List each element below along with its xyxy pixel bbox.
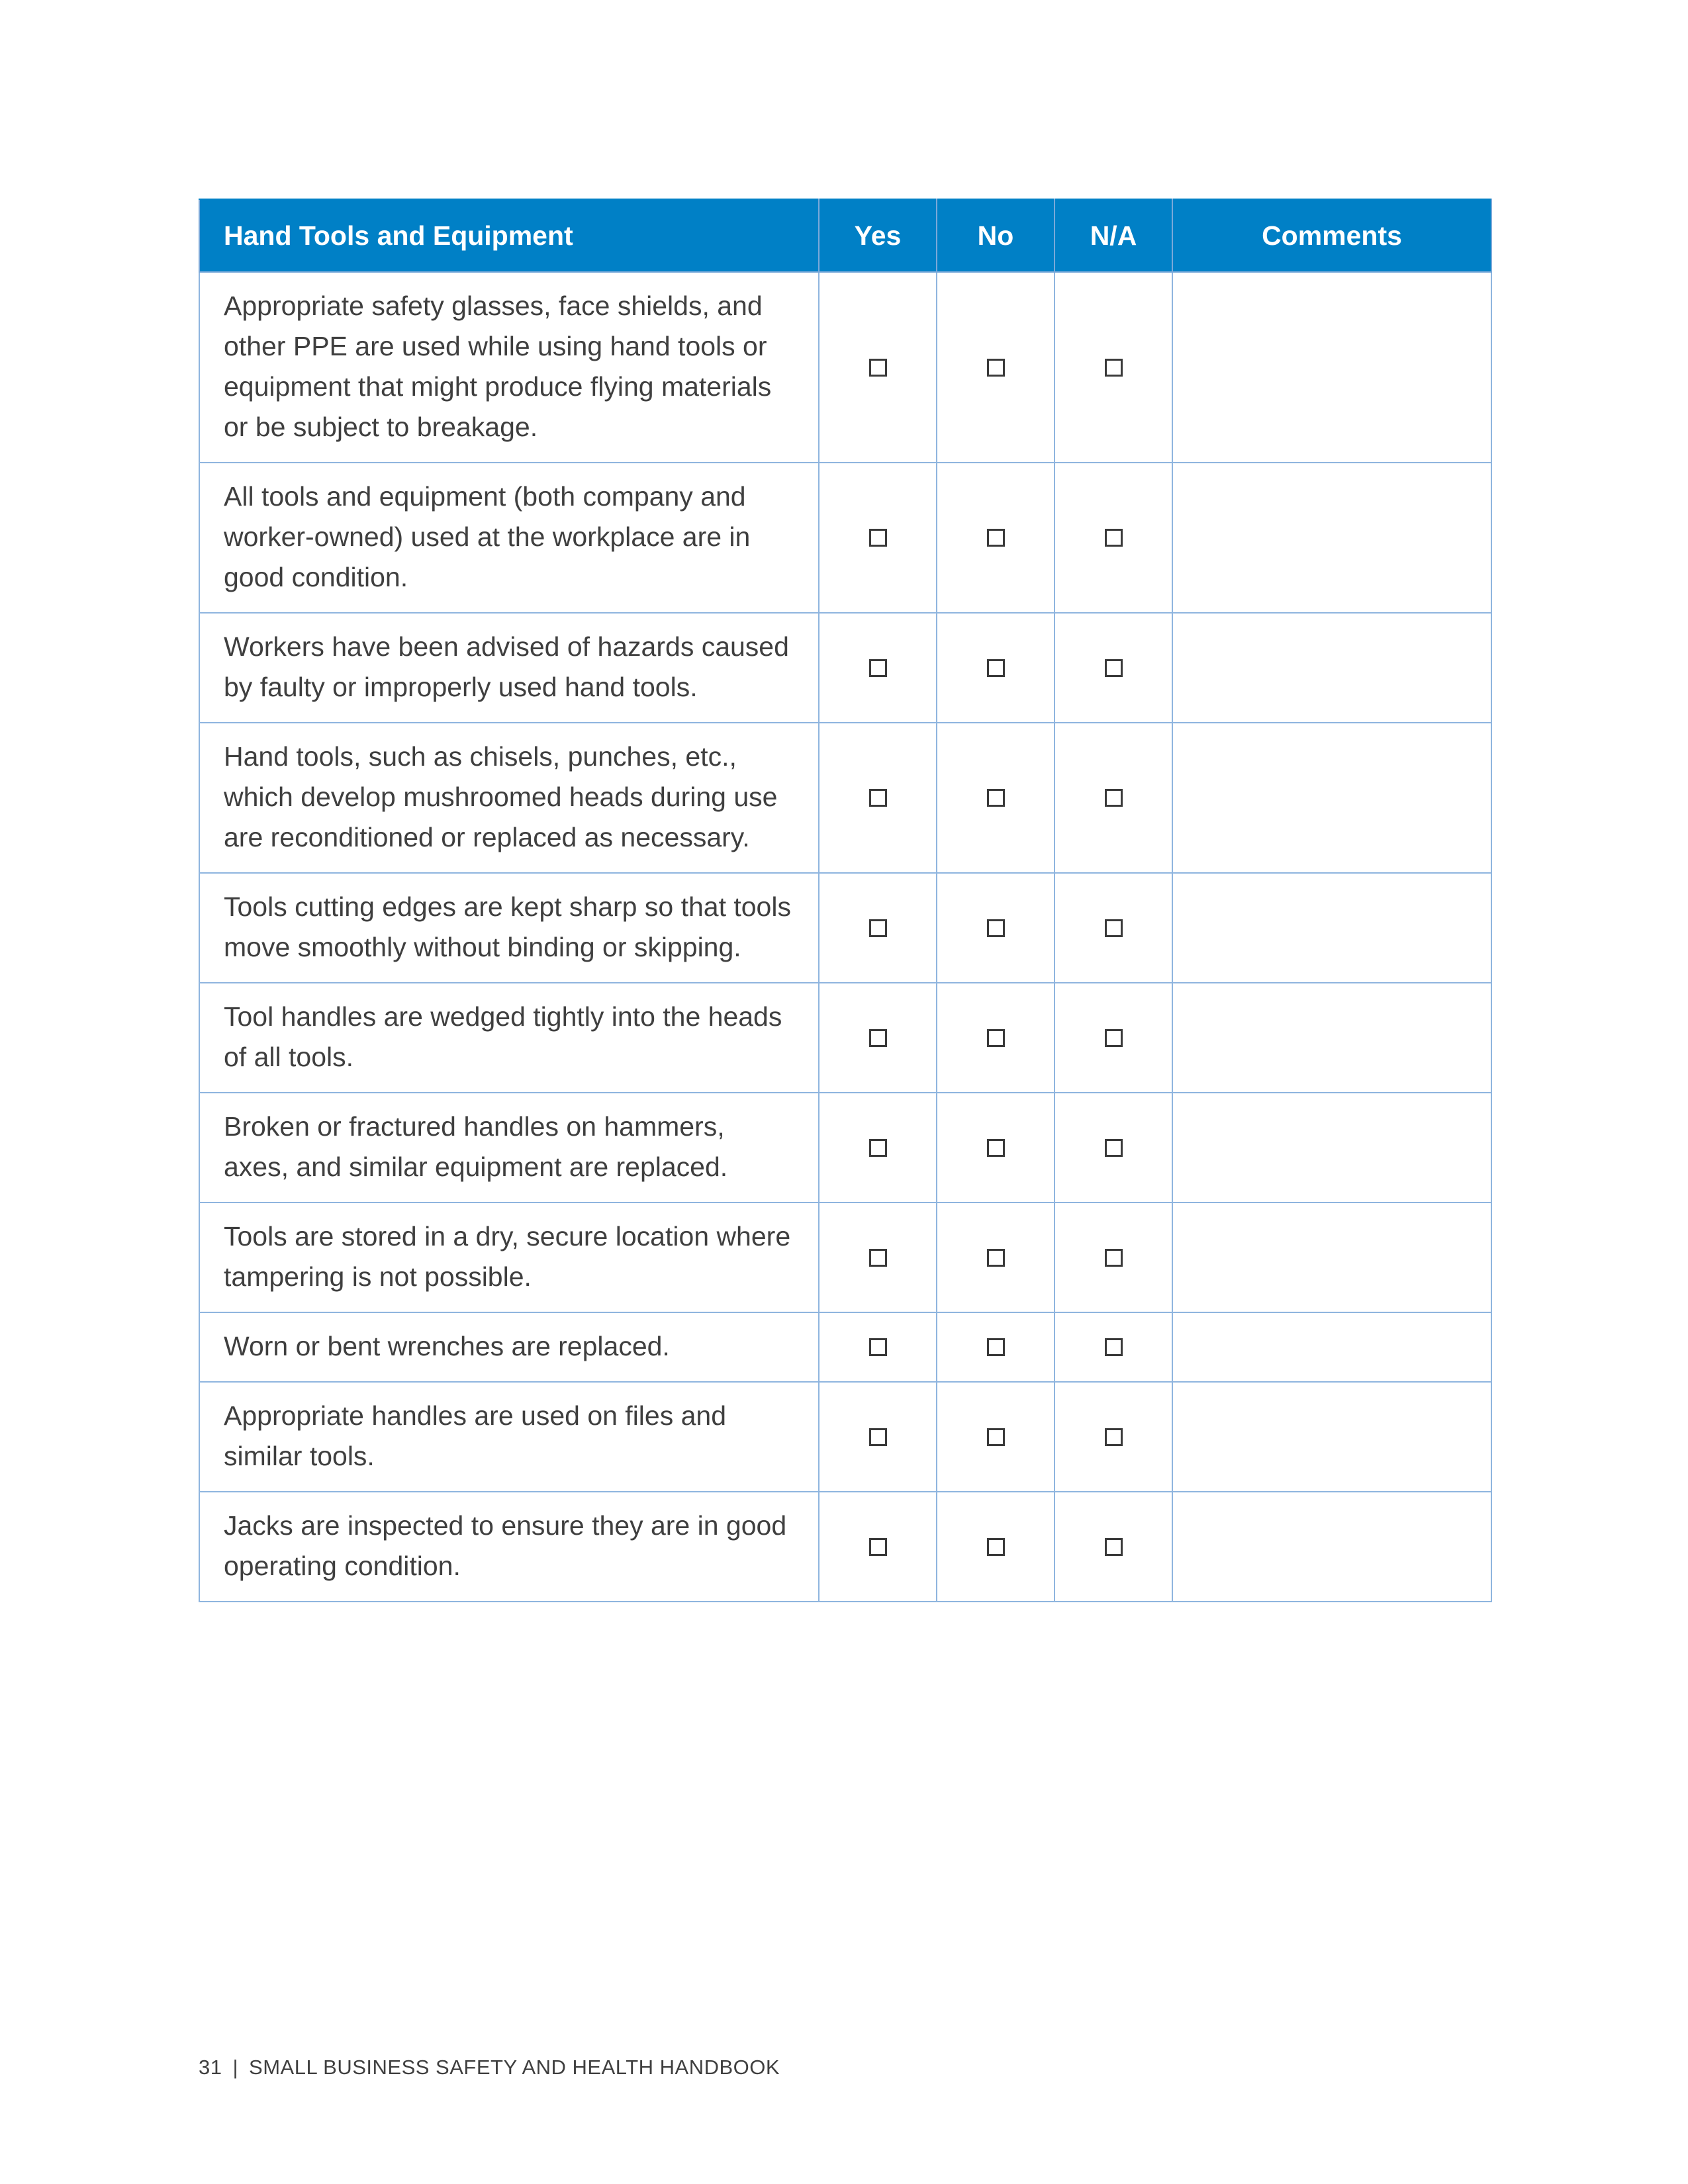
table-row	[199, 723, 1491, 873]
no-checkbox[interactable]	[987, 529, 1005, 547]
row-item-text: Workers have been advised of hazards caused by faulty or improperly used hand tools.	[199, 613, 819, 723]
header-na: N/A	[1055, 199, 1172, 272]
row-item-text: Tools cutting edges are kept sharp so that tools move smoothly without binding or skipping.	[199, 873, 819, 983]
yes-checkbox[interactable]	[869, 1029, 887, 1047]
row-item-text: Tool handles are wedged tightly into the heads of all tools.	[199, 983, 819, 1093]
no-checkbox[interactable]	[987, 919, 1005, 937]
na-checkbox[interactable]	[1105, 1538, 1123, 1556]
yes-checkbox[interactable]	[869, 789, 887, 807]
row-item-text: Broken or fractured handles on hammers, axes, and similar equipment are replaced.	[199, 1093, 819, 1203]
na-checkbox[interactable]	[1105, 1139, 1123, 1157]
table-row	[199, 1093, 1491, 1203]
na-checkbox[interactable]	[1105, 359, 1123, 377]
yes-checkbox[interactable]	[869, 1428, 887, 1446]
na-checkbox[interactable]	[1105, 1338, 1123, 1356]
table-row	[199, 1203, 1491, 1312]
yes-checkbox[interactable]	[869, 1538, 887, 1556]
no-checkbox[interactable]	[987, 1139, 1005, 1157]
table-row	[199, 873, 1491, 983]
no-checkbox[interactable]	[987, 789, 1005, 807]
row-item-text: Tools are stored in a dry, secure location where tampering is not possible.	[199, 1203, 819, 1312]
yes-checkbox[interactable]	[869, 1338, 887, 1356]
na-checkbox[interactable]	[1105, 1249, 1123, 1267]
footer-title: SMALL BUSINESS SAFETY AND HEALTH HANDBOOK	[249, 2056, 780, 2079]
table-row	[199, 1492, 1491, 1602]
row-item-text: Hand tools, such as chisels, punches, etc., which develop mushroomed heads during use are reconditioned or replaced as necessary.	[199, 723, 819, 873]
yes-checkbox[interactable]	[869, 529, 887, 547]
no-checkbox[interactable]	[987, 659, 1005, 677]
yes-checkbox[interactable]	[869, 359, 887, 377]
yes-checkbox[interactable]	[869, 919, 887, 937]
table-row	[199, 1312, 1491, 1382]
na-checkbox[interactable]	[1105, 529, 1123, 547]
na-checkbox[interactable]	[1105, 1029, 1123, 1047]
no-checkbox[interactable]	[987, 1029, 1005, 1047]
comments-cell[interactable]	[1172, 983, 1491, 1093]
comments-cell[interactable]	[1172, 1203, 1491, 1312]
table-row	[199, 983, 1491, 1093]
comments-cell[interactable]	[1172, 1312, 1491, 1382]
comments-cell[interactable]	[1172, 463, 1491, 613]
header-item: Hand Tools and Equipment	[199, 199, 819, 272]
yes-checkbox[interactable]	[869, 659, 887, 677]
header-no: No	[937, 199, 1055, 272]
table-row	[199, 463, 1491, 613]
no-checkbox[interactable]	[987, 359, 1005, 377]
yes-checkbox[interactable]	[869, 1139, 887, 1157]
comments-cell[interactable]	[1172, 1382, 1491, 1492]
na-checkbox[interactable]	[1105, 919, 1123, 937]
comments-cell[interactable]	[1172, 1093, 1491, 1203]
comments-cell[interactable]	[1172, 1492, 1491, 1602]
row-item-text: Worn or bent wrenches are replaced.	[199, 1312, 819, 1382]
page-number: 31	[199, 2056, 222, 2079]
header-comments: Comments	[1172, 199, 1491, 272]
no-checkbox[interactable]	[987, 1428, 1005, 1446]
row-item-text: Appropriate safety glasses, face shields, and other PPE are used while using hand tools or equipment that might produce flying materials or be subject to breakage.	[199, 272, 819, 463]
row-item-text: All tools and equipment (both company and worker-owned) used at the workplace are in good condition.	[199, 463, 819, 613]
no-checkbox[interactable]	[987, 1538, 1005, 1556]
comments-cell[interactable]	[1172, 272, 1491, 463]
table-row	[199, 613, 1491, 723]
footer-separator: |	[232, 2056, 239, 2079]
header-yes: Yes	[819, 199, 937, 272]
row-item-text: Jacks are inspected to ensure they are in good operating condition.	[199, 1492, 819, 1602]
table-row	[199, 1382, 1491, 1492]
table-header-row	[199, 199, 1491, 272]
na-checkbox[interactable]	[1105, 659, 1123, 677]
checklist-table	[199, 199, 1492, 1602]
page-footer	[199, 2056, 780, 2079]
na-checkbox[interactable]	[1105, 789, 1123, 807]
no-checkbox[interactable]	[987, 1338, 1005, 1356]
no-checkbox[interactable]	[987, 1249, 1005, 1267]
yes-checkbox[interactable]	[869, 1249, 887, 1267]
na-checkbox[interactable]	[1105, 1428, 1123, 1446]
comments-cell[interactable]	[1172, 873, 1491, 983]
comments-cell[interactable]	[1172, 723, 1491, 873]
table-row	[199, 272, 1491, 463]
comments-cell[interactable]	[1172, 613, 1491, 723]
row-item-text: Appropriate handles are used on files and similar tools.	[199, 1382, 819, 1492]
